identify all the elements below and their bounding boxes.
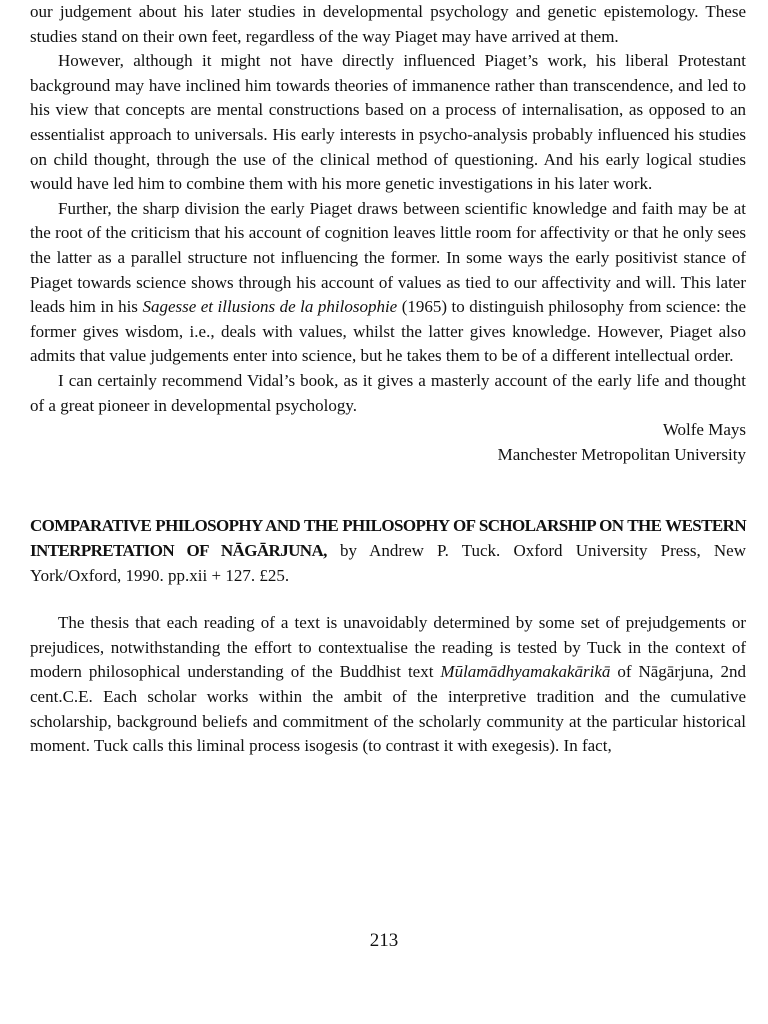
review1-paragraph-4: I can certainly recommend Vidal’s book, as it gives a masterly account of the early life and thought of a great pioneer in developmental psychology.: [30, 370, 746, 415]
review2-byline: by Andrew P. Tuck. Oxford University Press, New York/Oxford, 1990. pp.xii + 127. £25.: [30, 541, 747, 586]
review1-cited-book-title: Sagesse et illusions de la philosophie: [142, 297, 398, 317]
review2-paragraph-1-text-b: of Nāgārjuna, 2nd cent.C.E. Each scholar works within the ambit of the interpretive tradition and the cumulative scholarship, background beliefs and commitment of the scholarly community at the particular historical moment. Tuck calls this liminal process isogesis (to contrast it with exegesis). In fact,: [30, 662, 746, 756]
page-body: [30, 0, 746, 759]
page-number: 213: [369, 930, 399, 951]
review2-paragraph-1-text-a: The thesis that each reading of a text is unavoidably determined by some set of prejudgements or prejudices, notwithstanding the effort to contextualise the reading is tested by Tuck in the context of modern philosophical understanding of the Buddhist text: [30, 613, 746, 682]
reviewer-name: Wolfe Mays: [662, 420, 746, 440]
review1-paragraph-3-text-a: Further, the sharp division the early Piaget draws between scientific knowledge and faith may be at the root of the criticism that his account of cognition leaves little room for affectivity or that he only sees the latter as a parallel structure not influencing the former. In some ways the early positivist stance of Piaget towards science shows through his account of values as tied to our affectivity and will. This later leads him in his: [30, 198, 746, 317]
review1-paragraph-3: [30, 197, 746, 369]
review1-paragraph-2: However, although it might not have directly influenced Piaget’s work, his liberal Protestant background may have inclined him towards theories of immanence rather than transcendence, and led to his view that concepts are mental constructions based on a process of internalisation, as opposed to an essentialist approach to universals. His early interests in psycho-analysis probably influenced his studies on child thought, through the use of the clinical method of questioning. And his early logical studies would have led him to combine them with his more genetic investigations in his later work.: [30, 51, 746, 194]
review1-paragraph-3-text-b: (1965) to distinguish philosophy from science: the former gives wisdom, i.e., deals with values, whilst the latter gives knowledge. However, Piaget also admits that value judgements enter into science, but he takes them to be of a different intellectual order.: [30, 297, 746, 366]
review2-heading: [30, 513, 746, 588]
review2-paragraph-1: [30, 611, 746, 759]
review2-cited-text-title: Mūlamādhyamakakārikā: [440, 662, 611, 682]
review1-paragraph-continued: our judgement about his later studies in developmental psychology and genetic epistemology. These studies stand on their own feet, regardless of the way Piaget may have arrived at them.: [30, 2, 746, 46]
review2-book-title: COMPARATIVE PHILOSOPHY AND THE PHILOSOPHY OF SCHOLARSHIP ON THE WESTERN INTERPRETATION OF NĀGĀRJUNA,: [30, 516, 746, 561]
reviewer-affiliation: Manchester Metropolitan University: [497, 444, 746, 464]
